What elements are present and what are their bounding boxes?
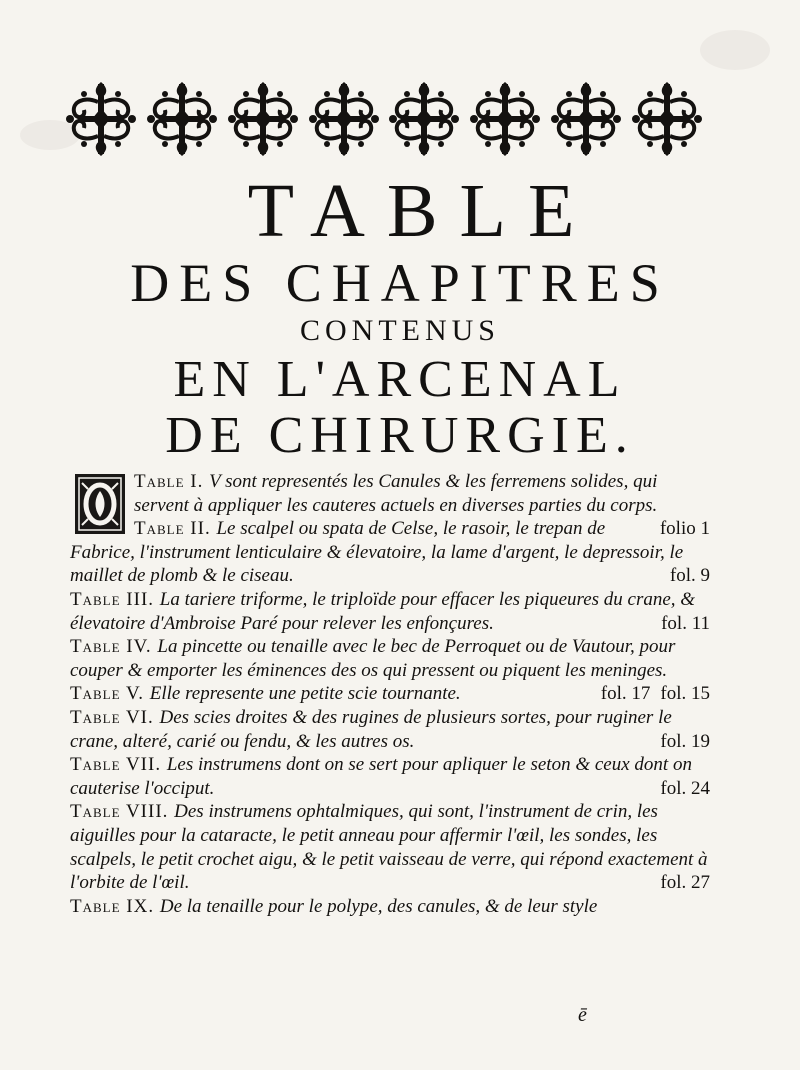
- entry-label: Table VIII.: [70, 801, 175, 823]
- fleuron-ornament-icon: [468, 80, 542, 158]
- entry-folio: fol. 17: [600, 683, 651, 705]
- table-entry: [70, 517, 710, 588]
- entry-folio: fol. 15: [660, 683, 710, 705]
- entry-description: Les instrumens dont on se sert pour apliquer le seton & ceux dont on cauterise l'occiput.: [70, 754, 692, 799]
- fleuron-ornament-icon: [64, 80, 138, 158]
- entry-label: Table IV.: [70, 636, 158, 658]
- title-line-4: EN L'ARCENAL: [173, 351, 627, 408]
- title-line-1: TABLE: [247, 169, 597, 253]
- entry-label: Table IX.: [70, 895, 160, 917]
- entry-label: Table VII.: [70, 754, 167, 776]
- fleuron-ornament-icon: [387, 80, 461, 158]
- entry-label: Table V.: [70, 683, 150, 705]
- entry-folio: fol. 19: [660, 730, 710, 752]
- table-entry: [70, 706, 710, 753]
- entry-folio: fol. 9: [669, 565, 710, 587]
- fleuron-ornament-icon: [549, 80, 623, 158]
- entry-folio: fol. 24: [660, 777, 710, 799]
- entry-label: Table VI.: [70, 706, 160, 728]
- chapter-table: [70, 470, 710, 918]
- header-ornament-band: [64, 78, 704, 160]
- fleuron-ornament-icon: [307, 80, 381, 158]
- entry-description: Des scies droites & des rugines de plusieurs sortes, pour ruginer le crane, alteré, carié ou fendu, & les autres os.: [70, 706, 672, 752]
- paper-stain: [700, 30, 770, 70]
- entry-description: La tariere triforme, le triploïde pour effacer les piqueures du crane, & élevatoire d'Ambroise Paré pour relever les enfonçures.: [70, 588, 696, 634]
- entry-description: La pincette ou tenaille avec le bec de Perroquet ou de Vautour, pour couper & emporter les éminences des os qui pressent ou piquent les meninges.: [70, 636, 676, 681]
- title-line-3: CONTENUS: [299, 314, 500, 347]
- entry-description: De la tenaille pour le polype, des canules, & de leur style: [159, 895, 598, 917]
- table-entry: [70, 800, 710, 894]
- entry-description: Le scalpel ou spata de Celse, le rasoir, le trepan de Fabrice, l'instrument lenticulaire & élevatoire, la lame d'argent, le depressoir, le maillet de plomb & le ciseau.: [70, 518, 684, 587]
- title-line-5: DE CHIRURGIE.: [165, 407, 635, 464]
- entry-folio: folio 1: [659, 518, 710, 540]
- table-entry: [70, 588, 710, 635]
- table-entry: [70, 753, 710, 800]
- fleuron-ornament-icon: [145, 80, 219, 158]
- entry-description: V sont representés les Canules & les ferremens solides, qui servent à appliquer les cauteres actuels en diverses parties du corps.: [134, 471, 658, 516]
- entry-label: Table II.: [134, 518, 217, 540]
- entry-description: Elle represente une petite scie tournante.: [149, 683, 461, 705]
- fleuron-ornament-icon: [630, 80, 704, 158]
- table-entry: [70, 682, 710, 706]
- entry-description: Des instrumens ophtalmiques, qui sont, l'instrument de crin, les aiguilles pour la cataracte, le petit anneau pour affermir l'œil, les sondes, les scalpels, le petit crochet aigu, & le petit vaisseau de verre, qui répond exactement à l'orbite de l'œil.: [70, 801, 708, 894]
- entry-folio: fol. 27: [660, 872, 710, 894]
- table-entry: [70, 895, 710, 919]
- entry-label: Table I.: [134, 471, 210, 492]
- catchword: ē: [578, 1004, 587, 1026]
- entry-label: Table III.: [70, 588, 160, 610]
- entry-folio: fol. 11: [661, 612, 710, 634]
- title-line-2: DES CHAPITRES: [130, 253, 670, 313]
- fleuron-ornament-icon: [226, 80, 300, 158]
